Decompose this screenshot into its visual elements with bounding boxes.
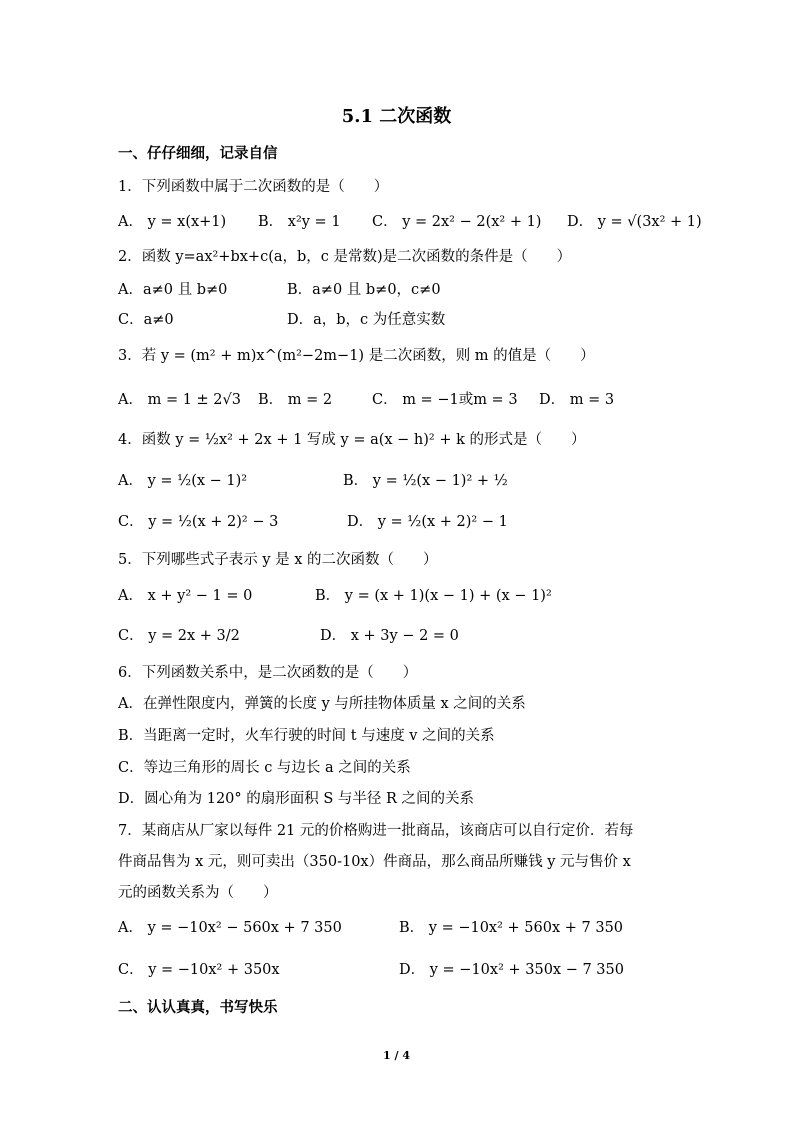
question-2-option-c: C．a≠0 — [118, 312, 174, 328]
question-4-stem: 4．函数 y = ½x² + 2x + 1 写成 y = a(x − h)² + k 的形式是（ ） — [118, 432, 586, 448]
question-1-option-a: A． y = x(x+1) — [118, 214, 227, 230]
question-4-option-b: B． y = ½(x − 1)² + ½ — [343, 473, 508, 489]
question-5-option-b: B． y = (x + 1)(x − 1) + (x − 1)² — [315, 588, 552, 604]
question-1-option-c: C． y = 2x² − 2(x² + 1) — [372, 214, 542, 230]
question-2-option-a: A．a≠0 且 b≠0 — [118, 282, 228, 298]
section-heading-1: 一、仔仔细细，记录自信 — [118, 146, 278, 162]
page-number: 1 / 4 — [383, 1049, 410, 1062]
question-1-option-d: D． y = √(3x² + 1) — [567, 214, 702, 230]
question-2-option-d: D．a，b，c 为任意实数 — [287, 312, 446, 328]
question-4-option-c: C． y = ½(x + 2)² − 3 — [118, 514, 279, 530]
question-6-option-d: D．圆心角为 120° 的扇形面积 S 与半径 R 之间的关系 — [118, 791, 475, 807]
question-3-option-b: B． m = 2 — [258, 392, 333, 408]
question-5-option-a: A． x + y² − 1 = 0 — [118, 588, 253, 604]
question-4-option-d: D． y = ½(x + 2)² − 1 — [347, 514, 508, 530]
question-3-stem: 3．若 y = (m² + m)x^(m²−2m−1) 是二次函数，则 m 的值是（ ） — [118, 348, 595, 364]
question-6-option-c: C．等边三角形的周长 c 与边长 a 之间的关系 — [118, 760, 411, 776]
page-title: 5.1 二次函数 — [341, 106, 452, 127]
question-2-stem: 2．函数 y=ax²+bx+c(a，b，c 是常数)是二次函数的条件是（ ） — [118, 249, 572, 265]
question-7-option-a: A． y = −10x² − 560x + 7 350 — [118, 920, 342, 936]
question-1-option-b: B． x²y = 1 — [258, 214, 341, 230]
question-7-option-d: D． y = −10x² + 350x − 7 350 — [399, 962, 624, 978]
section-heading-2: 二、认认真真，书写快乐 — [118, 1000, 278, 1016]
question-7-option-c: C． y = −10x² + 350x — [118, 962, 280, 978]
question-3-option-c: C． m = −1或m = 3 — [372, 392, 518, 408]
question-6-option-a: A．在弹性限度内，弹簧的长度 y 与所挂物体质量 x 之间的关系 — [118, 696, 526, 712]
question-3-option-a: A． m = 1 ± 2√3 — [118, 392, 241, 408]
question-1-stem: 1．下列函数中属于二次函数的是（ ） — [118, 179, 389, 195]
question-7-stem-line-2: 件商品售为 x 元，则可卖出（350-10x）件商品，那么商品所赚钱 y 元与售价 x — [118, 854, 631, 870]
question-6-option-b: B．当距离一定时，火车行驶的时间 t 与速度 v 之间的关系 — [118, 728, 495, 744]
question-5-option-c: C． y = 2x + 3/2 — [118, 628, 240, 644]
question-5-stem: 5．下列哪些式子表示 y 是 x 的二次函数（ ） — [118, 552, 438, 568]
question-7-stem-line-3: 元的函数关系为（ ） — [118, 885, 278, 901]
question-5-option-d: D． x + 3y − 2 = 0 — [320, 628, 459, 644]
question-4-option-a: A． y = ½(x − 1)² — [118, 473, 248, 489]
question-3-option-d: D． m = 3 — [539, 392, 615, 408]
question-7-option-b: B． y = −10x² + 560x + 7 350 — [399, 920, 624, 936]
question-6-stem: 6．下列函数关系中，是二次函数的是（ ） — [118, 665, 418, 681]
question-7-stem-line-1: 7．某商店从厂家以每件 21 元的价格购进一批商品，该商店可以自行定价．若每 — [118, 823, 634, 839]
question-2-option-b: B．a≠0 且 b≠0，c≠0 — [287, 282, 441, 298]
